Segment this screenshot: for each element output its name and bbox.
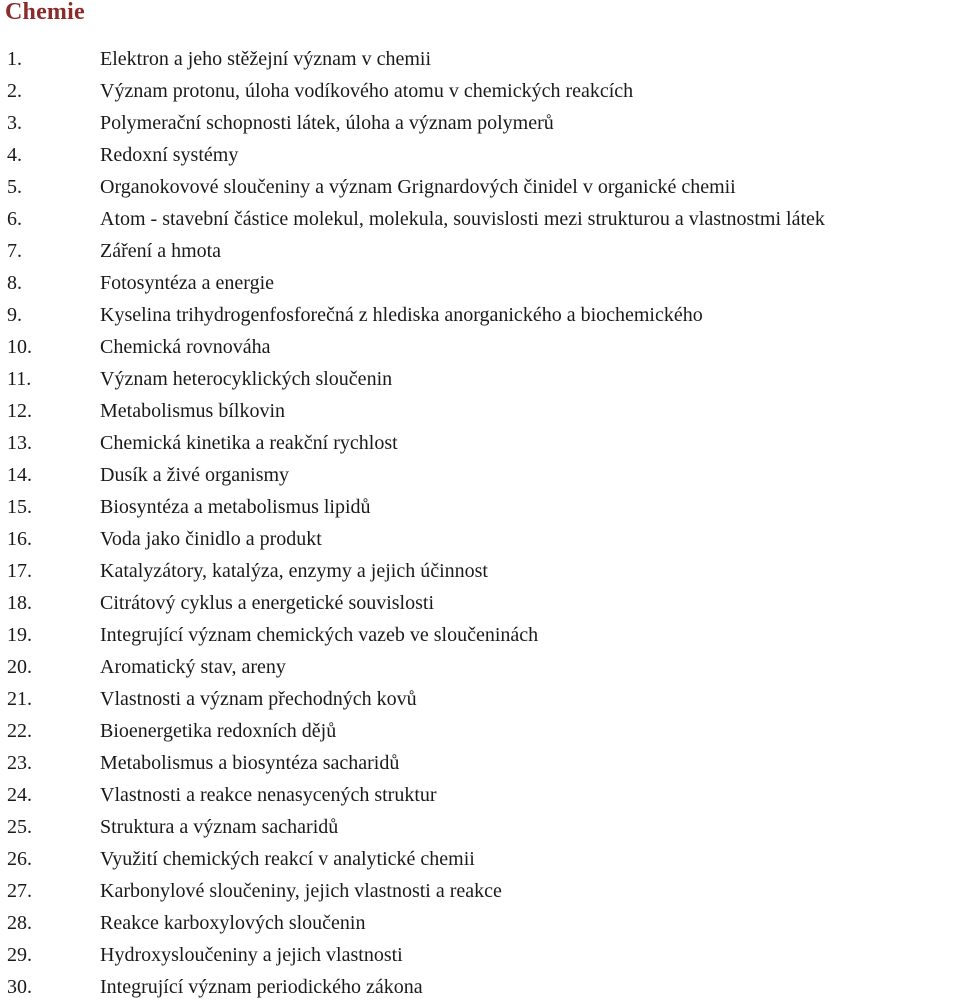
topic-number: 11. — [7, 368, 32, 390]
topic-number: 18. — [7, 592, 32, 614]
topic-title: Citrátový cyklus a energetické souvislosti — [100, 592, 435, 614]
topic-title: Hydroxysloučeniny a jejich vlastnosti — [100, 944, 403, 966]
topic-title: Metabolismus a biosyntéza sacharidů — [100, 752, 400, 774]
topic-number: 25. — [7, 816, 32, 838]
topic-number: 22. — [7, 720, 32, 742]
topic-title: Dusík a živé organismy — [100, 464, 290, 486]
topic-number: 28. — [7, 912, 32, 934]
topic-number: 30. — [7, 976, 32, 998]
topic-title: Záření a hmota — [100, 240, 222, 262]
topic-title: Vlastnosti a význam přechodných kovů — [100, 688, 417, 710]
topic-number: 19. — [7, 624, 32, 646]
topic-title: Význam heterocyklických sloučenin — [100, 368, 393, 390]
page-heading: Chemie — [5, 0, 85, 25]
topic-title: Integrující význam chemických vazeb ve sloučeninách — [100, 624, 539, 646]
topic-title: Biosyntéza a metabolismus lipidů — [100, 496, 371, 518]
topic-number: 17. — [7, 560, 32, 582]
topic-number: 4. — [7, 144, 22, 166]
topic-number: 6. — [7, 208, 22, 230]
topic-number: 16. — [7, 528, 32, 550]
topic-number: 12. — [7, 400, 32, 422]
topic-number: 26. — [7, 848, 32, 870]
topic-number: 23. — [7, 752, 32, 774]
topic-number: 21. — [7, 688, 32, 710]
topic-number: 29. — [7, 944, 32, 966]
topic-title: Chemická rovnováha — [100, 336, 271, 358]
topic-title: Využití chemických reakcí v analytické chemii — [100, 848, 475, 870]
topic-title: Redoxní systémy — [100, 144, 239, 166]
topic-title: Elektron a jeho stěžejní význam v chemii — [100, 48, 431, 70]
topic-title: Bioenergetika redoxních dějů — [100, 720, 337, 742]
topic-title: Atom - stavební částice molekul, molekula, souvislosti mezi strukturou a vlastnostmi látek — [100, 208, 825, 230]
topic-number: 13. — [7, 432, 32, 454]
topic-title: Reakce karboxylových sloučenin — [100, 912, 366, 934]
topic-number: 2. — [7, 80, 22, 102]
topic-title: Organokovové sloučeniny a význam Grignardových činidel v organické chemii — [100, 176, 736, 198]
topic-number: 15. — [7, 496, 32, 518]
topic-number: 10. — [7, 336, 32, 358]
topic-title: Karbonylové sloučeniny, jejich vlastnosti a reakce — [100, 880, 502, 902]
topic-title: Vlastnosti a reakce nenasycených struktur — [100, 784, 437, 806]
topic-number: 9. — [7, 304, 22, 326]
topic-number: 14. — [7, 464, 32, 486]
topic-number: 1. — [7, 48, 22, 70]
topic-number: 5. — [7, 176, 22, 198]
topic-title: Fotosyntéza a energie — [100, 272, 275, 294]
topic-title: Aromatický stav, areny — [100, 656, 286, 678]
topic-title: Voda jako činidlo a produkt — [100, 528, 322, 550]
topic-title: Polymerační schopnosti látek, úloha a význam polymerů — [100, 112, 554, 134]
topic-number: 7. — [7, 240, 22, 262]
topic-number: 27. — [7, 880, 32, 902]
topic-title: Katalyzátory, katalýza, enzymy a jejich účinnost — [100, 560, 488, 582]
topic-title: Význam protonu, úloha vodíkového atomu v chemických reakcích — [100, 80, 634, 102]
topic-title: Metabolismus bílkovin — [100, 400, 285, 422]
topic-number: 24. — [7, 784, 32, 806]
topic-title: Chemická kinetika a reakční rychlost — [100, 432, 398, 454]
topic-title: Struktura a význam sacharidů — [100, 816, 339, 838]
topic-title: Kyselina trihydrogenfosforečná z hlediska anorganického a biochemického — [100, 304, 703, 326]
topic-number: 8. — [7, 272, 22, 294]
topic-number: 3. — [7, 112, 22, 134]
topic-number: 20. — [7, 656, 32, 678]
topic-title: Integrující význam periodického zákona — [100, 976, 423, 998]
